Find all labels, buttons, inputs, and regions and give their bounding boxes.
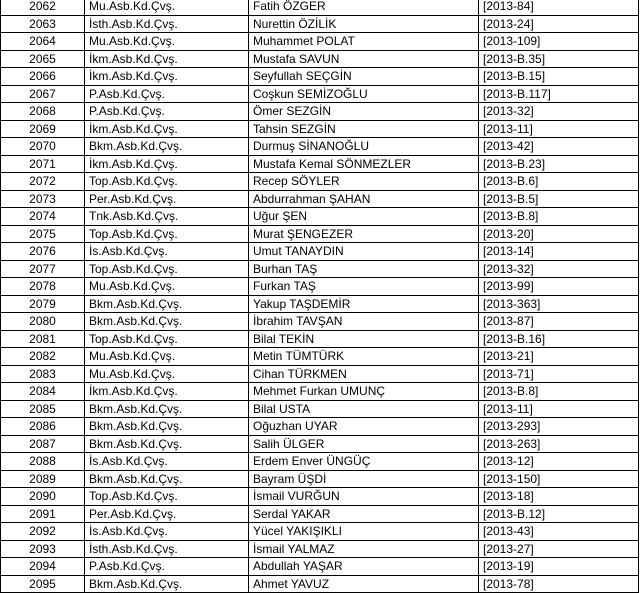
rank-cell: Bkm.Asb.Kd.Çvş. [85,470,249,488]
name-cell: Umut TANAYDIN [249,243,479,261]
name-cell: Mustafa Kemal SÖNMEZLER [249,155,479,173]
row-number-cell: 2077 [1,260,85,278]
rank-cell: İs.Asb.Kd.Çvş. [85,243,249,261]
table-row [1,208,639,226]
reference-cell: [2013-32] [479,260,639,278]
reference-cell: [2013-B.23] [479,155,639,173]
name-cell: Erdem Enver ÜNGÜÇ [249,453,479,471]
name-cell: Yakup TAŞDEMİR [249,295,479,313]
reference-cell: [2013-21] [479,348,639,366]
table-row [1,540,639,558]
row-number-cell: 2074 [1,208,85,226]
rank-cell: Bkm.Asb.Kd.Çvş. [85,313,249,331]
rank-cell: Bkm.Asb.Kd.Çvş. [85,138,249,156]
name-cell: Burhan TAŞ [249,260,479,278]
reference-cell: [2013-B.15] [479,68,639,86]
name-cell: Bilal TEKİN [249,330,479,348]
table-row [1,243,639,261]
name-cell: Abdullah YAŞAR [249,558,479,576]
reference-cell: [2013-B.6] [479,173,639,191]
name-cell: Salih ÜLGER [249,435,479,453]
row-number-cell: 2079 [1,295,85,313]
reference-cell: [2013-B.12] [479,505,639,523]
row-number-cell: 2076 [1,243,85,261]
reference-cell: [2013-12] [479,453,639,471]
reference-cell: [2013-32] [479,103,639,121]
table-row [1,400,639,418]
row-number-cell: 2078 [1,278,85,296]
table-row [1,313,639,331]
row-number-cell: 2093 [1,540,85,558]
reference-cell: [2013-11] [479,400,639,418]
reference-cell: [2013-84] [479,0,639,15]
reference-cell: [2013-43] [479,523,639,541]
table-body [1,0,639,593]
rank-cell: Mu.Asb.Kd.Çvş. [85,348,249,366]
table-row [1,260,639,278]
name-cell: Furkan TAŞ [249,278,479,296]
name-cell: Bilal USTA [249,400,479,418]
table-row [1,575,639,593]
reference-cell: [2013-11] [479,120,639,138]
rank-cell: Bkm.Asb.Kd.Çvş. [85,418,249,436]
row-number-cell: 2067 [1,85,85,103]
rank-cell: Bkm.Asb.Kd.Çvş. [85,435,249,453]
rank-cell: Top.Asb.Kd.Çvş. [85,488,249,506]
rank-cell: İkm.Asb.Kd.Çvş. [85,120,249,138]
name-cell: Cihan TÜRKMEN [249,365,479,383]
table-row [1,435,639,453]
reference-cell: [2013-87] [479,313,639,331]
row-number-cell: 2073 [1,190,85,208]
row-number-cell: 2089 [1,470,85,488]
name-cell: Oğuzhan UYAR [249,418,479,436]
name-cell: Fatih ÖZGER [249,0,479,15]
name-cell: İsmail YALMAZ [249,540,479,558]
name-cell: Mehmet Furkan UMUNÇ [249,383,479,401]
reference-cell: [2013-99] [479,278,639,296]
row-number-cell: 2092 [1,523,85,541]
reference-cell: [2013-19] [479,558,639,576]
rank-cell: Top.Asb.Kd.Çvş. [85,260,249,278]
table-row [1,365,639,383]
table-row [1,0,639,15]
table-row [1,138,639,156]
name-cell: Murat ŞENGEZER [249,225,479,243]
row-number-cell: 2081 [1,330,85,348]
name-cell: Metin TÜMTÜRK [249,348,479,366]
name-cell: Uğur ŞEN [249,208,479,226]
reference-cell: [2013-B.35] [479,50,639,68]
row-number-cell: 2087 [1,435,85,453]
table-row [1,225,639,243]
name-cell: Bayram ÜŞDİ [249,470,479,488]
rank-cell: Top.Asb.Kd.Çvş. [85,225,249,243]
table-row [1,488,639,506]
table-row [1,50,639,68]
reference-cell: [2013-42] [479,138,639,156]
reference-cell: [2013-71] [479,365,639,383]
table-row [1,15,639,33]
row-number-cell: 2069 [1,120,85,138]
row-number-cell: 2066 [1,68,85,86]
rank-cell: P.Asb.Kd.Çvş. [85,103,249,121]
name-cell: Serdal YAKAR [249,505,479,523]
rank-cell: İsth.Asb.Kd.Çvş. [85,540,249,558]
row-number-cell: 2080 [1,313,85,331]
row-number-cell: 2084 [1,383,85,401]
reference-cell: [2013-B.117] [479,85,639,103]
table-row [1,103,639,121]
row-number-cell: 2072 [1,173,85,191]
table-row [1,190,639,208]
rank-cell: Per.Asb.Kd.Çvş. [85,505,249,523]
rank-cell: Bkm.Asb.Kd.Çvş. [85,295,249,313]
table-row [1,278,639,296]
row-number-cell: 2095 [1,575,85,593]
row-number-cell: 2090 [1,488,85,506]
rank-cell: Mu.Asb.Kd.Çvş. [85,365,249,383]
rank-cell: Mu.Asb.Kd.Çvş. [85,0,249,15]
table-row [1,155,639,173]
name-cell: İbrahim TAVŞAN [249,313,479,331]
table-row [1,85,639,103]
rank-cell: Top.Asb.Kd.Çvş. [85,173,249,191]
name-cell: Ahmet YAVUZ [249,575,479,593]
table-row [1,453,639,471]
row-number-cell: 2086 [1,418,85,436]
name-cell: Nurettin ÖZİLİK [249,15,479,33]
name-cell: Tahsin SEZGİN [249,120,479,138]
rank-cell: Tnk.Asb.Kd.Çvş. [85,208,249,226]
row-number-cell: 2083 [1,365,85,383]
rank-cell: Bkm.Asb.Kd.Çvş. [85,575,249,593]
row-number-cell: 2088 [1,453,85,471]
rank-cell: İs.Asb.Kd.Çvş. [85,453,249,471]
table-row [1,470,639,488]
reference-cell: [2013-109] [479,33,639,51]
row-number-cell: 2065 [1,50,85,68]
name-cell: Durmuş SİNANOĞLU [249,138,479,156]
name-cell: Coşkun SEMİZOĞLU [249,85,479,103]
reference-cell: [2013-293] [479,418,639,436]
name-cell: Recep SÖYLER [249,173,479,191]
row-number-cell: 2085 [1,400,85,418]
table-row [1,120,639,138]
row-number-cell: 2075 [1,225,85,243]
reference-cell: [2013-14] [479,243,639,261]
name-cell: İsmail VURĞUN [249,488,479,506]
rank-cell: P.Asb.Kd.Çvş. [85,558,249,576]
table-row [1,68,639,86]
reference-cell: [2013-263] [479,435,639,453]
name-cell: Muhammet POLAT [249,33,479,51]
reference-cell: [2013-363] [479,295,639,313]
rank-cell: Mu.Asb.Kd.Çvş. [85,278,249,296]
name-cell: Ömer SEZGİN [249,103,479,121]
reference-cell: [2013-20] [479,225,639,243]
row-number-cell: 2063 [1,15,85,33]
reference-cell: [2013-18] [479,488,639,506]
row-number-cell: 2070 [1,138,85,156]
reference-cell: [2013-B.5] [479,190,639,208]
table-row [1,523,639,541]
rank-cell: Bkm.Asb.Kd.Çvş. [85,400,249,418]
row-number-cell: 2064 [1,33,85,51]
row-number-cell: 2071 [1,155,85,173]
reference-cell: [2013-B.8] [479,383,639,401]
table-row [1,330,639,348]
table-row [1,558,639,576]
rank-cell: P.Asb.Kd.Çvş. [85,85,249,103]
row-number-cell: 2068 [1,103,85,121]
name-cell: Yücel YAKIŞIKLI [249,523,479,541]
reference-cell: [2013-24] [479,15,639,33]
rank-cell: Per.Asb.Kd.Çvş. [85,190,249,208]
reference-cell: [2013-78] [479,575,639,593]
table-row [1,348,639,366]
rank-cell: Mu.Asb.Kd.Çvş. [85,33,249,51]
rank-cell: İsth.Asb.Kd.Çvş. [85,15,249,33]
table-row [1,383,639,401]
name-cell: Mustafa SAVUN [249,50,479,68]
table-row [1,418,639,436]
name-cell: Abdurrahman ŞAHAN [249,190,479,208]
reference-cell: [2013-B.16] [479,330,639,348]
table-row [1,173,639,191]
table-row [1,33,639,51]
name-cell: Seyfullah SEÇGİN [249,68,479,86]
rank-cell: İkm.Asb.Kd.Çvş. [85,155,249,173]
table-row [1,295,639,313]
row-number-cell: 2094 [1,558,85,576]
reference-cell: [2013-150] [479,470,639,488]
rank-cell: İkm.Asb.Kd.Çvş. [85,50,249,68]
reference-cell: [2013-B.8] [479,208,639,226]
reference-cell: [2013-27] [479,540,639,558]
rank-cell: Top.Asb.Kd.Çvş. [85,330,249,348]
rank-cell: İkm.Asb.Kd.Çvş. [85,383,249,401]
row-number-cell: 2082 [1,348,85,366]
row-number-cell: 2062 [1,0,85,15]
row-number-cell: 2091 [1,505,85,523]
rank-cell: İkm.Asb.Kd.Çvş. [85,68,249,86]
table-row [1,505,639,523]
rank-cell: İs.Asb.Kd.Çvş. [85,523,249,541]
